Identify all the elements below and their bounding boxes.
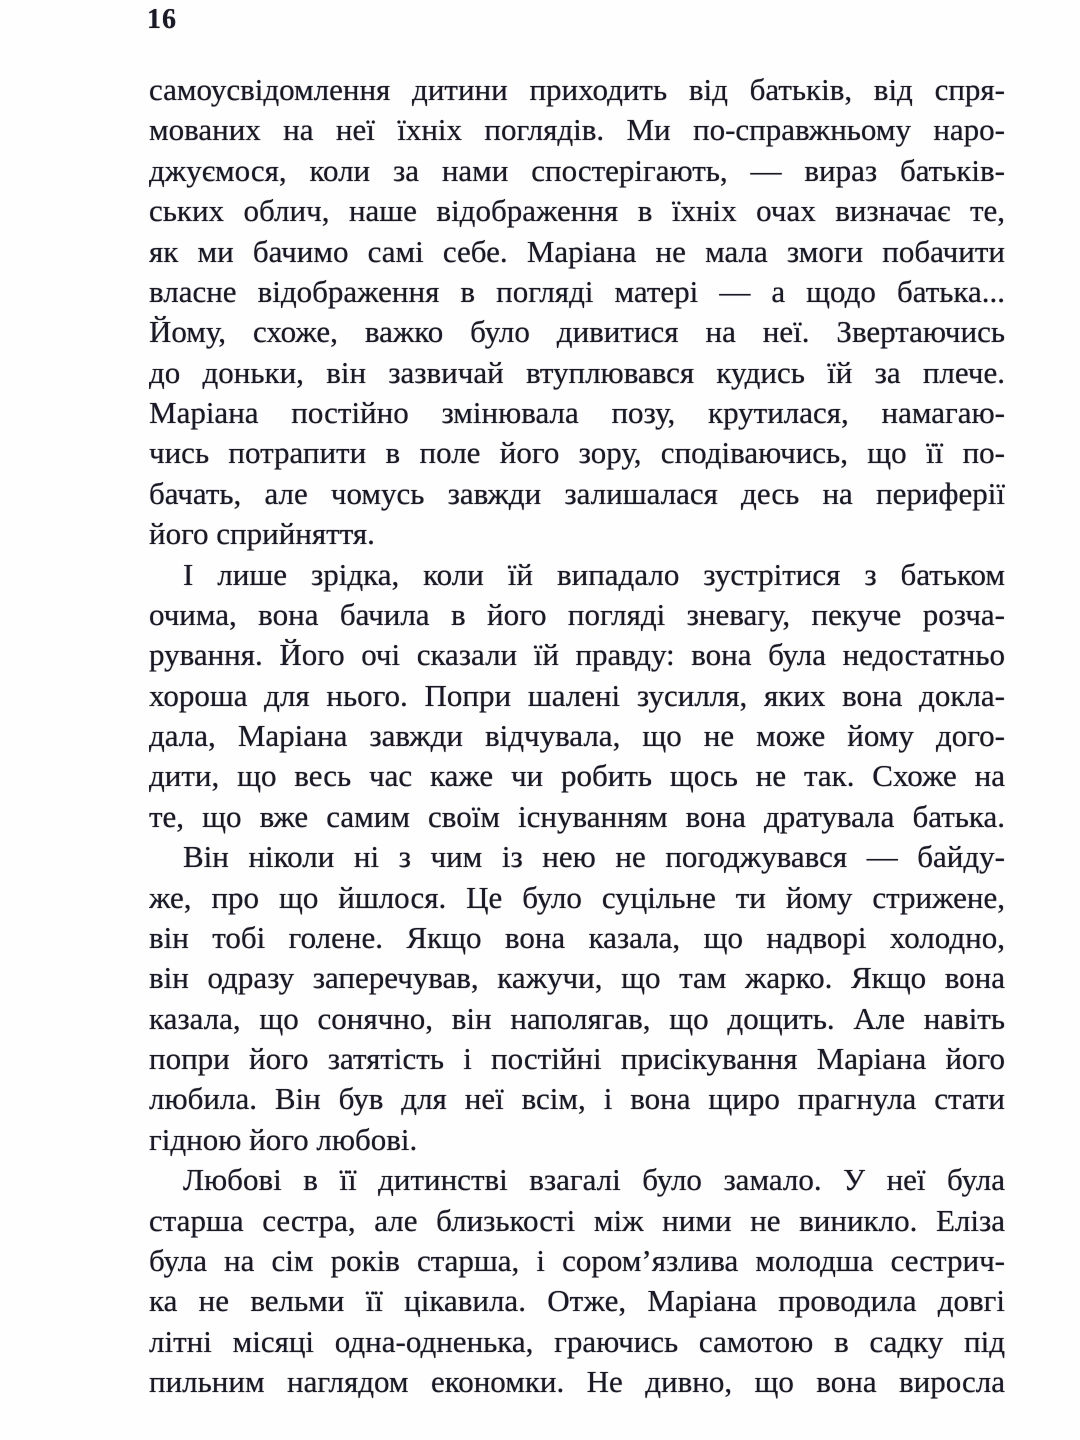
text-line: Маріана постійно змінювала позу, крутилася, намагаю- xyxy=(149,395,1005,430)
text-line: самоусвідомлення дитини приходить від батьків, від спря- xyxy=(149,72,1005,107)
text-line: чись потрапити в поле його зору, сподіваючись, що її по- xyxy=(149,435,1005,471)
text-line: І лише зрідка, коли їй випадало зустрітися з батьком xyxy=(183,556,1005,592)
body-text xyxy=(149,70,1005,1402)
text-line: Йому, схоже, важко було дивитися на неї. Звертаючись xyxy=(149,314,1005,350)
text-line: же, про що йшлося. Це було суцільне ти йому стрижене, xyxy=(149,879,1005,915)
text-line: Він ніколи ні з чим із нею не погоджувався — байду- xyxy=(183,839,1005,875)
text-line: дити, що весь час каже чи робить щось не так. Схоже на xyxy=(149,758,1005,794)
text-line: як ми бачимо самі себе. Маріана не мала змоги побачити xyxy=(149,233,1005,269)
text-line: літні місяці одна-одненька, граючись самотою в садку під xyxy=(149,1323,1005,1359)
text-line: ських облич, наше відображення в їхніх очах визначає те, xyxy=(149,193,1005,229)
text-line: його сприйняття. xyxy=(149,516,375,552)
text-line: бачать, але чомусь завжди залишалася десь на периферії xyxy=(149,475,1005,511)
text-line: він тобі голене. Якщо вона казала, що надворі холодно, xyxy=(149,919,1005,955)
text-line: джуємося, коли за нами спостерігають, — вираз батьків- xyxy=(149,152,1005,188)
text-line: мованих на неї їхніх поглядів. Ми по-справжньому наро- xyxy=(149,112,1005,148)
text-line: ка не вельми її цікавила. Отже, Маріана проводила довгі xyxy=(149,1283,1005,1319)
text-line: до доньки, він зазвичай втуплювався кудись їй за плече. xyxy=(149,354,1005,390)
page-number: 16 xyxy=(147,4,177,35)
text-line: власне відображення в погляді матері — а щодо батька... xyxy=(149,273,1005,309)
text-line: любила. Він був для неї всім, і вона щиро прагнула стати xyxy=(149,1081,1005,1117)
text-line: Любові в її дитинстві взагалі було замало. У неї була xyxy=(183,1162,1005,1198)
text-line: була на сім років старша, і сором’язлива молодша сестрич- xyxy=(149,1242,1005,1278)
text-line: рування. Його очі сказали їй правду: вона була недостатньо xyxy=(149,637,1005,673)
text-line: те, що вже самим своїм існуванням вона дратувала батька. xyxy=(149,798,1005,834)
text-line: гідною його любові. xyxy=(149,1121,418,1157)
text-line: попри його затятість і постійні присікування Маріана його xyxy=(149,1041,1005,1076)
text-line: дала, Маріана завжди відчувала, що не може йому дого- xyxy=(149,718,1005,753)
text-line: очима, вона бачила в його погляді зневагу, пекуче розча- xyxy=(149,596,1005,632)
text-line: пильним наглядом економки. Не дивно, що вона виросла xyxy=(149,1364,1005,1399)
text-line: він одразу заперечував, кажучи, що там жарко. Якщо вона xyxy=(149,960,1005,996)
text-line: старша сестра, але близькості між ними не виникло. Еліза xyxy=(149,1202,1005,1238)
text-line: хороша для нього. Попри шалені зусилля, яких вона докла- xyxy=(149,677,1005,713)
text-line: казала, що сонячно, він наполягав, що дощить. Але навіть xyxy=(149,1000,1005,1036)
